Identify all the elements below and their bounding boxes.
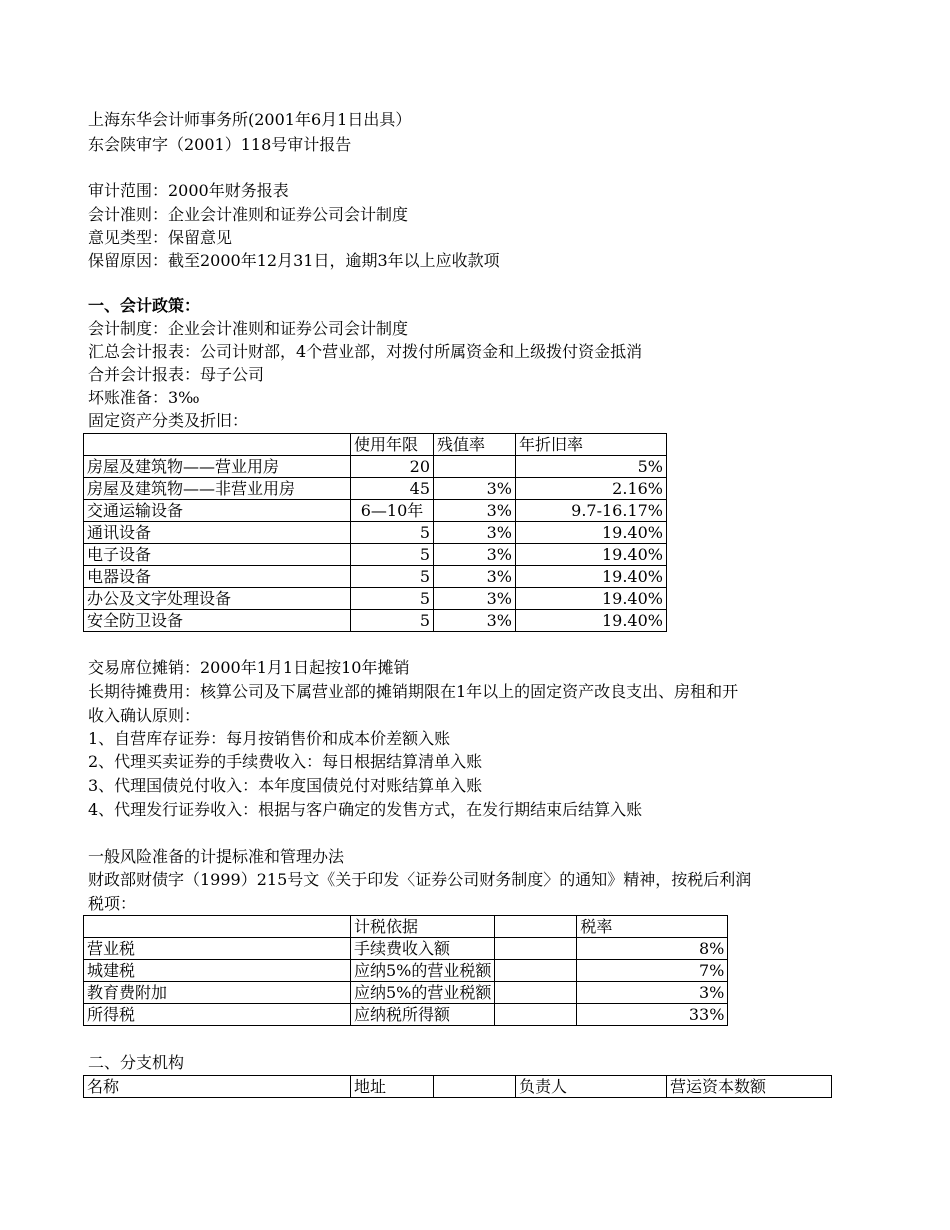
tax-rate: 3% (577, 982, 728, 1004)
useful-life: 5 (351, 566, 434, 588)
tax-rate: 8% (577, 938, 728, 960)
accounting-system: 会计制度：企业会计准则和证券公司会计制度 (88, 319, 409, 338)
useful-life: 5 (351, 610, 434, 632)
tax-name: 营业税 (84, 938, 351, 960)
asset-name: 交通运输设备 (84, 500, 351, 522)
asset-name: 房屋及建筑物——非营业用房 (84, 478, 351, 500)
useful-life: 5 (351, 588, 434, 610)
depreciation-table (83, 433, 667, 632)
table-row (84, 478, 667, 500)
header-cell: 残值率 (434, 434, 516, 456)
asset-name: 房屋及建筑物——营业用房 (84, 456, 351, 478)
table-header-row (84, 916, 728, 938)
consolidated-statements: 合并会计报表：母子公司 (88, 365, 265, 384)
tax-basis: 应纳5%的营业税额 (351, 982, 495, 1004)
useful-life: 5 (351, 544, 434, 566)
revenue-item-3: 3、代理国债兑付收入：本年度国债兑付对账结算单入账 (88, 776, 483, 795)
table-row (84, 982, 728, 1004)
table-header-row (84, 1076, 832, 1098)
bad-debt-provision: 坏账准备：3‰ (88, 388, 200, 407)
tax-name: 所得税 (84, 1004, 351, 1026)
tax-rate: 7% (577, 960, 728, 982)
asset-name: 办公及文字处理设备 (84, 588, 351, 610)
header-cell (495, 916, 577, 938)
auditor-firm: 上海东华会计师事务所(2001年6月1日出具） (88, 110, 412, 129)
fixed-assets-title: 固定资产分类及折旧： (88, 411, 249, 430)
residual-rate: 3% (434, 500, 516, 522)
header-cell: 地址 (351, 1076, 434, 1098)
branches-table (83, 1075, 832, 1098)
useful-life: 5 (351, 522, 434, 544)
table-row (84, 566, 667, 588)
depreciation-rate: 9.7-16.17% (516, 500, 667, 522)
revenue-recognition-title: 收入确认原则： (88, 706, 201, 725)
depreciation-rate: 19.40% (516, 588, 667, 610)
header-cell: 名称 (84, 1076, 351, 1098)
useful-life: 20 (351, 456, 434, 478)
asset-name: 安全防卫设备 (84, 610, 351, 632)
table-row (84, 610, 667, 632)
depreciation-rate: 19.40% (516, 610, 667, 632)
trading-seat-amortization: 交易席位摊销：2000年1月1日起按10年摊销 (88, 658, 410, 677)
qualification-reason: 保留原因：截至2000年12月31日，逾期3年以上应收款项 (88, 251, 500, 270)
tax-name: 城建税 (84, 960, 351, 982)
audit-opinion: 意见类型：保留意见 (88, 228, 233, 247)
table-row (84, 1004, 728, 1026)
revenue-item-2: 2、代理买卖证券的手续费收入：每日根据结算清单入账 (88, 752, 483, 771)
tax-rate: 33% (577, 1004, 728, 1026)
useful-life: 6—10年 (351, 500, 434, 522)
useful-life: 45 (351, 478, 434, 500)
tax-basis: 应纳税所得额 (351, 1004, 495, 1026)
header-cell (84, 916, 351, 938)
residual-rate: 3% (434, 544, 516, 566)
header-cell: 计税依据 (351, 916, 495, 938)
table-row (84, 522, 667, 544)
tax-title: 税项： (88, 894, 137, 913)
audit-standard: 会计准则：企业会计准则和证券公司会计制度 (88, 205, 409, 224)
section-heading-branches: 二、分支机构 (88, 1053, 185, 1072)
header-cell: 税率 (577, 916, 728, 938)
table-header-row (84, 434, 667, 456)
table-row (84, 544, 667, 566)
header-cell (434, 1076, 516, 1098)
asset-name: 电子设备 (84, 544, 351, 566)
depreciation-rate: 5% (516, 456, 667, 478)
residual-rate: 3% (434, 522, 516, 544)
tax-table (83, 915, 728, 1026)
table-row (84, 456, 667, 478)
header-cell: 负责人 (516, 1076, 667, 1098)
table-row (84, 938, 728, 960)
report-number: 东会陕审字（2001）118号审计报告 (88, 135, 352, 154)
depreciation-rate: 2.16% (516, 478, 667, 500)
residual-rate (434, 456, 516, 478)
depreciation-rate: 19.40% (516, 522, 667, 544)
header-cell: 使用年限 (351, 434, 434, 456)
summary-statements: 汇总会计报表：公司计财部，4个营业部，对拨付所属资金和上级拨付资金抵消 (88, 342, 643, 361)
residual-rate: 3% (434, 610, 516, 632)
header-cell: 营运资本数额 (667, 1076, 832, 1098)
tax-name: 教育费附加 (84, 982, 351, 1004)
header-cell (84, 434, 351, 456)
residual-rate: 3% (434, 588, 516, 610)
long-term-deferred-expenses: 长期待摊费用：核算公司及下属营业部的摊销期限在1年以上的固定资产改良支出、房租和开 (88, 682, 739, 701)
section-heading-accounting-policy: 一、会计政策： (88, 296, 201, 315)
revenue-item-4: 4、代理发行证券收入：根据与客户确定的发售方式，在发行期结束后结算入账 (88, 800, 643, 819)
residual-rate: 3% (434, 478, 516, 500)
residual-rate: 3% (434, 566, 516, 588)
risk-reserve-text: 财政部财债字（1999）215号文《关于印发〈证券公司财务制度〉的通知》精神，按税后利润 (88, 870, 752, 889)
tax-basis: 应纳5%的营业税额 (351, 960, 495, 982)
table-row (84, 500, 667, 522)
asset-name: 通讯设备 (84, 522, 351, 544)
risk-reserve-title: 一般风险准备的计提标准和管理办法 (88, 847, 345, 866)
revenue-item-1: 1、自营库存证券：每月按销售价和成本价差额入账 (88, 729, 451, 748)
asset-name: 电器设备 (84, 566, 351, 588)
header-cell: 年折旧率 (516, 434, 667, 456)
table-row (84, 588, 667, 610)
table-row (84, 960, 728, 982)
audit-scope: 审计范围：2000年财务报表 (88, 181, 289, 200)
depreciation-rate: 19.40% (516, 566, 667, 588)
tax-basis: 手续费收入额 (351, 938, 495, 960)
depreciation-rate: 19.40% (516, 544, 667, 566)
